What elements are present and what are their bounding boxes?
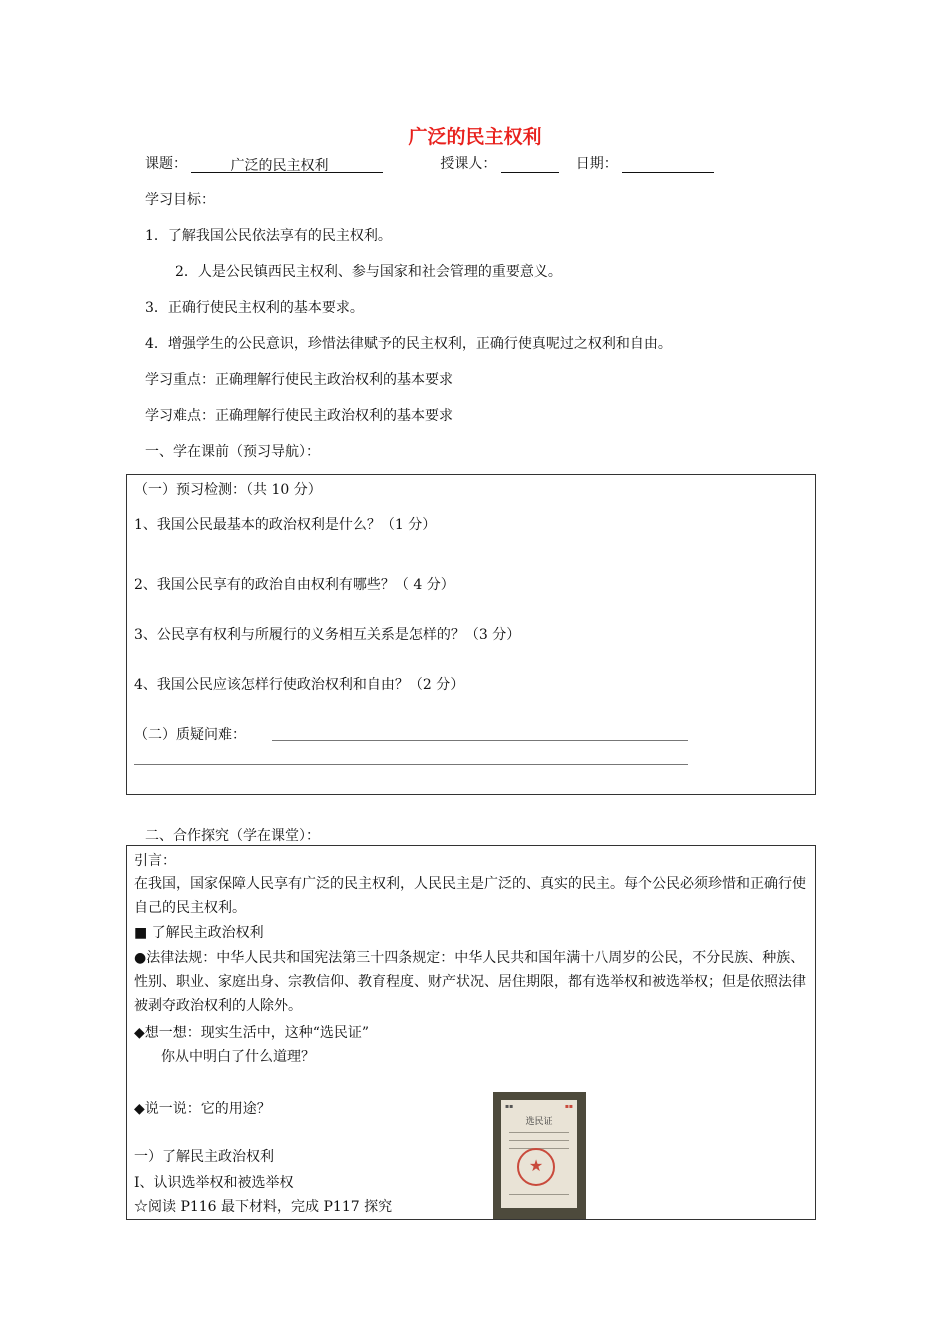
preview-question-1: 1、我国公民最基本的政治权利是什么？（1 分） <box>134 517 437 533</box>
section1-heading: 一、学在课前（预习导航）： <box>145 444 320 460</box>
objective-4: 4．增强学生的公民意识，珍惜法律赋予的民主权利，正确行使真呢过之权利和自由。 <box>145 336 672 352</box>
objective-2: 2．人是公民镇西民主权利、参与国家和社会管理的重要意义。 <box>175 264 562 280</box>
doc-title: 广泛的民主权利 <box>408 126 542 148</box>
preview-question-3: 3、公民享有权利与所履行的义务相互关系是怎样的？（3 分） <box>134 627 521 643</box>
voter-card-title: 选民证 <box>525 1117 553 1127</box>
intro-label: 引言： <box>134 853 176 869</box>
doubt-label: （二）质疑问难： <box>134 727 246 743</box>
law-text: ●法律法规：中华人民共和国宪法第三十四条规定：中华人民共和国年满十八周岁的公民，不分民族、种族、性别、职业、家庭出身、宗教信仰、教育程度、财产状况、居住期限，都有选举权和被选举权；但是依照法律被剥夺政治权利的人除外。 <box>134 950 806 1014</box>
inquiry-subheading: ■ 了解民主政治权利 <box>134 925 264 941</box>
header-row <box>145 153 714 173</box>
preview-question-4: 4、我国公民应该怎样行使政治权利和自由？（2 分） <box>134 677 465 693</box>
topic-field[interactable] <box>191 155 383 173</box>
intro-text: 在我国，国家保障人民享有广泛的民主权利，人民民主是广泛的、真实的民主。每个公民必须珍惜和正确行使自己的民主权利。 <box>134 876 806 916</box>
doubt-answer-line-2[interactable] <box>134 764 688 765</box>
card-corner-mark: ▪▪ <box>505 1103 514 1110</box>
reading-instruction: ☆阅读 P116 最下材料，完成 P117 探究 <box>134 1199 393 1215</box>
section2-heading: 二、合作探究（学在课堂）： <box>145 828 320 844</box>
say-prompt: ◆说一说：它的用途？ <box>134 1101 271 1117</box>
think-line-1: ◆想一想：现实生活中，这种“选民证” <box>134 1025 370 1041</box>
objective-3: 3．正确行使民主权利的基本要求。 <box>145 300 364 316</box>
key-point: 学习重点：正确理解行使民主政治权利的基本要求 <box>145 372 453 388</box>
difficult-point: 学习难点：正确理解行使民主政治权利的基本要求 <box>145 408 453 424</box>
topic-label: 课题： <box>145 156 187 172</box>
preview-heading: （一）预习检测：（共 10 分） <box>134 482 322 498</box>
part1-heading: 一）了解民主政治权利 <box>134 1149 274 1165</box>
objective-1: 1．了解我国公民依法享有的民主权利。 <box>145 228 392 244</box>
card-corner-stamp: ▪▪ <box>564 1103 573 1110</box>
date-label: 日期： <box>575 156 618 172</box>
teacher-field[interactable] <box>501 155 559 173</box>
card-line <box>509 1140 569 1141</box>
preview-question-2: 2、我国公民享有的政治自由权利有哪些？（ 4 分） <box>134 577 455 593</box>
doubt-answer-line-1[interactable] <box>272 740 688 741</box>
teacher-label: 授课人： <box>440 156 497 172</box>
think-line-2: 你从中明白了什么道理？ <box>161 1049 315 1065</box>
red-seal-icon: ★ <box>517 1148 555 1186</box>
part1-subheading: Ⅰ、认识选举权和被选举权 <box>134 1175 294 1191</box>
voter-card <box>501 1100 577 1208</box>
topic-value: 广泛的民主权利 <box>230 158 329 174</box>
card-line <box>509 1132 569 1133</box>
date-field[interactable] <box>622 155 714 173</box>
objectives-heading: 学习目标： <box>145 192 215 208</box>
voter-card-photo <box>493 1092 586 1219</box>
card-line <box>509 1194 569 1195</box>
